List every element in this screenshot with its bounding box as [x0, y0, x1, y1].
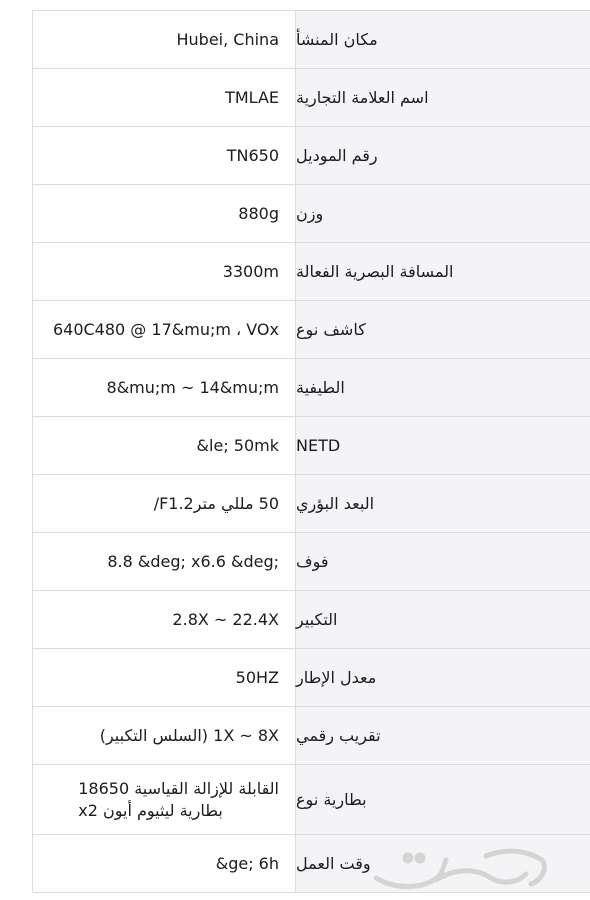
- spec-value: 8&mu;m ~ 14&mu;m: [106, 377, 279, 397]
- spec-label: المسافة البصرية الفعالة: [296, 262, 454, 281]
- spec-value-cell: [33, 417, 295, 474]
- spec-label-cell: [295, 707, 590, 764]
- spec-label-cell: [295, 533, 590, 590]
- table-row: [33, 765, 590, 835]
- table-row: [33, 417, 590, 475]
- spec-value-cell: [33, 11, 295, 68]
- spec-value-cell: [33, 649, 295, 706]
- spec-label: اسم العلامة التجارية: [296, 88, 429, 107]
- spec-label: الطيفية: [296, 378, 345, 397]
- table-row: [33, 649, 590, 707]
- spec-label-cell: [295, 649, 590, 706]
- table-row: [33, 475, 590, 533]
- table-row: [33, 591, 590, 649]
- spec-label-cell: [295, 417, 590, 474]
- spec-label: وقت العمل: [296, 854, 371, 873]
- spec-label-cell: [295, 835, 590, 892]
- spec-label-cell: [295, 127, 590, 184]
- spec-label-cell: [295, 69, 590, 126]
- spec-label: البعد البؤري: [296, 494, 375, 513]
- spec-label-cell: [295, 243, 590, 300]
- spec-label: مكان المنشأ: [296, 30, 378, 49]
- spec-value: 8.8 &deg; x6.6 &deg;: [107, 551, 279, 571]
- spec-value: 50 مللي مترF1.2/: [153, 493, 279, 513]
- spec-value: TMLAE: [225, 87, 279, 107]
- spec-value-cell: [33, 69, 295, 126]
- spec-label-cell: [295, 765, 590, 834]
- spec-value-cell: [33, 707, 295, 764]
- spec-value: &ge; 6h: [215, 853, 279, 873]
- spec-value-cell: [33, 533, 295, 590]
- spec-value-cell: [33, 835, 295, 892]
- spec-value: &le; 50mk: [196, 435, 279, 455]
- spec-label: فوف: [296, 552, 329, 571]
- spec-value: القابلة للإزالة القياسية 18650 بطارية ليثيوم أيون x2: [78, 778, 279, 820]
- spec-value-cell: [33, 185, 295, 242]
- spec-label: التكبير: [296, 610, 338, 629]
- spec-label: كاشف نوع: [296, 320, 366, 339]
- spec-value-cell: [33, 475, 295, 532]
- spec-label: رقم الموديل: [296, 146, 378, 165]
- spec-label-cell: [295, 11, 590, 68]
- table-row: [33, 301, 590, 359]
- spec-label: بطارية نوع: [296, 790, 367, 809]
- spec-value: 880g: [238, 203, 279, 223]
- spec-label-cell: [295, 475, 590, 532]
- table-row: [33, 11, 590, 69]
- spec-value-cell: [33, 591, 295, 648]
- spec-value: 50HZ: [235, 667, 279, 687]
- table-row: [33, 835, 590, 893]
- table-row: [33, 127, 590, 185]
- spec-value-cell: [33, 359, 295, 416]
- table-row: [33, 359, 590, 417]
- spec-label-cell: [295, 185, 590, 242]
- spec-label: تقريب رقمي: [296, 726, 381, 745]
- spec-label: وزن: [296, 204, 324, 223]
- spec-value: 1X ~ 8X (السلس التكبير): [99, 725, 279, 745]
- spec-label: معدل الإطار: [296, 668, 377, 687]
- spec-label-cell: [295, 591, 590, 648]
- table-row: [33, 185, 590, 243]
- spec-label-cell: [295, 359, 590, 416]
- table-row: [33, 707, 590, 765]
- spec-value-cell: [33, 765, 295, 834]
- spec-table: [32, 10, 590, 892]
- spec-value: TN650: [226, 145, 279, 165]
- spec-value: Hubei, China: [176, 29, 279, 49]
- spec-value-cell: [33, 243, 295, 300]
- spec-value: 3300m: [222, 261, 279, 281]
- spec-value-cell: [33, 127, 295, 184]
- table-row: [33, 69, 590, 127]
- spec-value-cell: [33, 301, 295, 358]
- spec-label-cell: [295, 301, 590, 358]
- spec-value: 640C480 @ 17&mu;m ، VOx: [52, 319, 279, 339]
- spec-label: NETD: [296, 436, 341, 455]
- spec-value: 2.8X ~ 22.4X: [172, 609, 279, 629]
- table-row: [33, 533, 590, 591]
- table-row: [33, 243, 590, 301]
